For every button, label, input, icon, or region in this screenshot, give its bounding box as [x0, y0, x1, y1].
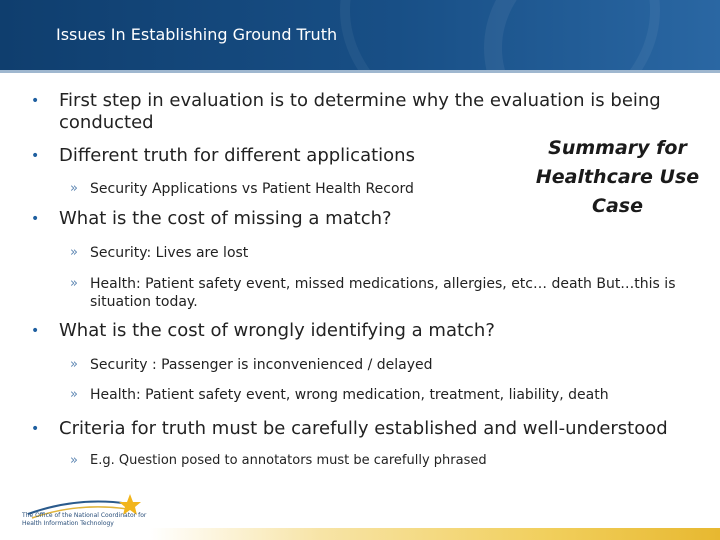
header-divider	[0, 70, 720, 73]
sub-bullet-marker: »	[70, 453, 78, 468]
sub-bullet-marker: »	[70, 245, 78, 260]
bullet-text: What is the cost of missing a match?	[59, 208, 392, 229]
sub-bullet-marker: »	[70, 181, 78, 196]
bullet-text-line: conducted	[59, 112, 154, 133]
header-decoration	[340, 0, 660, 70]
logo-text: The Office of the National Coordinator for	[22, 512, 147, 519]
sub-bullet-item	[70, 356, 433, 374]
sub-bullet-text: Health: Patient safety event, wrong medication, treatment, liability, death	[90, 387, 609, 403]
sub-bullet-text-line: situation today.	[90, 294, 198, 310]
title-bar	[0, 0, 720, 70]
sub-bullet-marker: »	[70, 276, 78, 291]
summary-callout	[535, 134, 700, 221]
onc-logo	[18, 492, 148, 534]
summary-line: Summary for	[548, 137, 687, 159]
sub-bullet-item	[70, 452, 487, 470]
sub-bullet-item	[70, 275, 676, 311]
bullet-item	[31, 90, 661, 134]
bullet-item	[31, 418, 668, 440]
bullet-marker: •	[31, 148, 40, 164]
sub-bullet-text: Security : Passenger is inconvenienced / delayed	[90, 357, 433, 373]
bullet-item	[31, 208, 392, 230]
logo-text: Health Information Technology	[22, 520, 114, 527]
bullet-marker: •	[31, 421, 40, 437]
sub-bullet-item	[70, 244, 249, 262]
summary-line: Healthcare Use	[535, 166, 700, 188]
sub-bullet-item	[70, 180, 414, 198]
sub-bullet-text: Security: Lives are lost	[90, 245, 249, 261]
footer-stripe	[150, 528, 720, 540]
sub-bullet-text: E.g. Question posed to annotators must be carefully phrased	[90, 453, 487, 468]
bullet-text: Different truth for different applications	[59, 145, 415, 166]
bullet-item	[31, 145, 415, 167]
slide-title: Issues In Establishing Ground Truth	[56, 25, 338, 44]
bullet-marker: •	[31, 211, 40, 227]
bullet-marker: •	[31, 93, 40, 109]
bullet-text: Criteria for truth must be carefully established and well-understood	[59, 418, 668, 439]
bullet-text-line: First step in evaluation is to determine why the evaluation is being	[59, 90, 661, 111]
bullet-text: What is the cost of wrongly identifying a match?	[59, 320, 495, 341]
sub-bullet-text-line: Health: Patient safety event, missed medications, allergies, etc… death But…this is	[90, 276, 676, 292]
sub-bullet-item	[70, 386, 609, 404]
sub-bullet-marker: »	[70, 387, 78, 402]
sub-bullet-text: Security Applications vs Patient Health Record	[90, 181, 414, 197]
bullet-marker: •	[31, 323, 40, 339]
summary-line: Case	[592, 195, 643, 217]
bullet-item	[31, 320, 495, 342]
sub-bullet-marker: »	[70, 357, 78, 372]
